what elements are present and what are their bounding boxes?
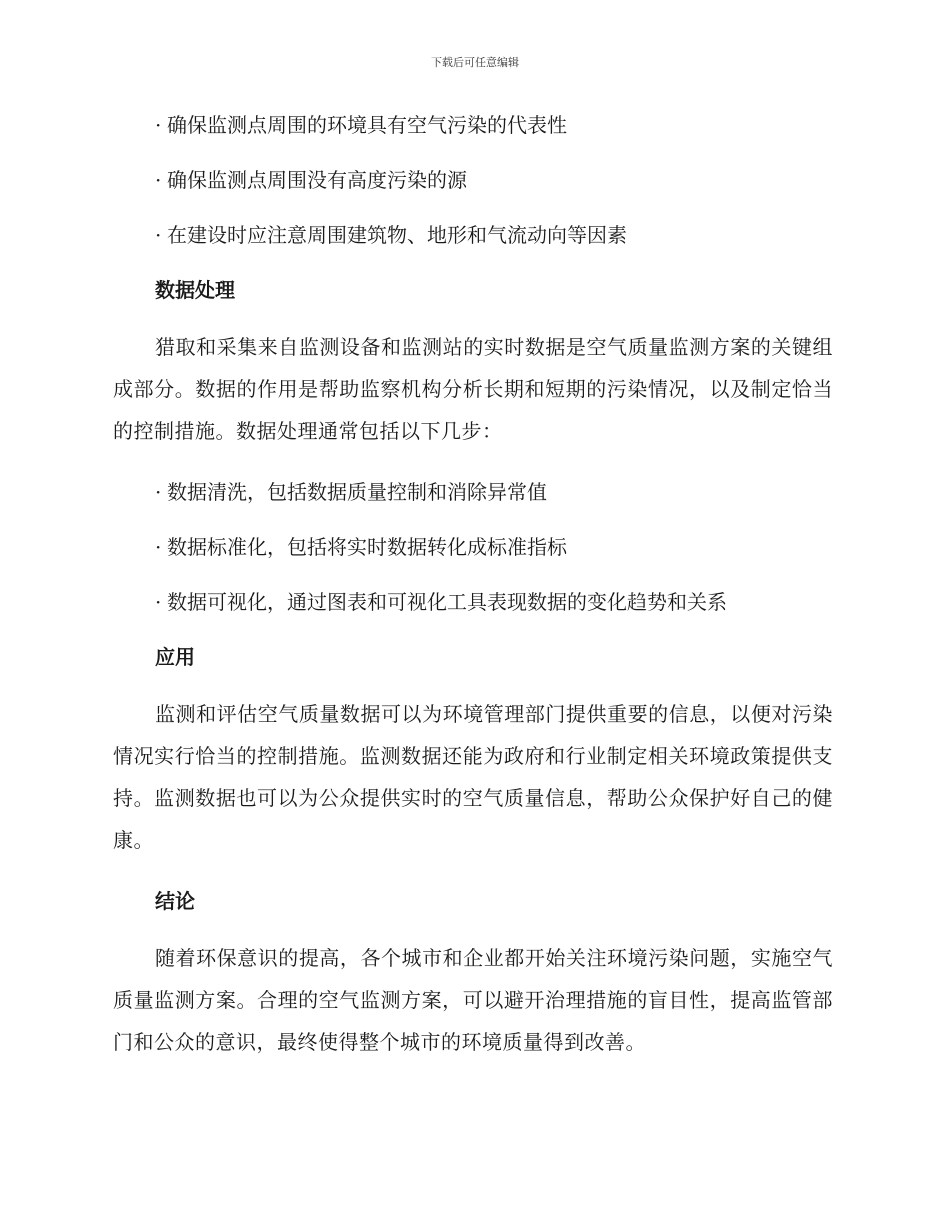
section-heading-conclusion: 结论	[155, 889, 195, 913]
bullet-dot: ·	[155, 535, 162, 559]
paragraph-conclusion: 随着环保意识的提高，各个城市和企业都开始关注环境污染问题，实施空气质量监测方案。合理的空气监测方案，可以避开治理措施的盲目性，提高监管部门和公众的意识，最终使得整个城市的环境质量得到改善。	[113, 946, 833, 1054]
list-item-text: 数据清洗，包括数据质量控制和消除异常值	[167, 480, 547, 504]
bullet-dot: ·	[155, 590, 162, 614]
list-item	[113, 110, 833, 140]
list-item-text: 确保监测点周围没有高度污染的源	[167, 168, 467, 192]
list-item	[113, 477, 833, 507]
list-item-text: 数据可视化，通过图表和可视化工具表现数据的变化趋势和关系	[167, 590, 727, 614]
list-item-text: 在建设时应注意周围建筑物、地形和气流动向等因素	[167, 223, 627, 247]
page-header: 下载后可任意编辑	[431, 56, 519, 69]
section-heading-application: 应用	[155, 645, 195, 669]
bullet-dot: ·	[155, 223, 162, 247]
list-item-text: 确保监测点周围的环境具有空气污染的代表性	[167, 113, 567, 137]
document-body	[113, 110, 833, 1088]
list-item	[113, 587, 833, 617]
list-item-text: 数据标准化，包括将实时数据转化成标准指标	[167, 535, 567, 559]
list-item	[113, 165, 833, 195]
paragraph-application: 监测和评估空气质量数据可以为环境管理部门提供重要的信息，以便对污染情况实行恰当的控制措施。监测数据还能为政府和行业制定相关环境政策提供支持。监测数据也可以为公众提供实时的空气质量信息，帮助公众保护好自己的健康。	[113, 702, 833, 852]
list-item	[113, 220, 833, 250]
section-heading-data-processing: 数据处理	[155, 278, 235, 302]
bullet-dot: ·	[155, 168, 162, 192]
bullet-dot: ·	[155, 480, 162, 504]
list-item	[113, 532, 833, 562]
paragraph-data-processing: 猎取和采集来自监测设备和监测站的实时数据是空气质量监测方案的关键组成部分。数据的作用是帮助监察机构分析长期和短期的污染情况，以及制定恰当的控制措施。数据处理通常包括以下几步：	[113, 335, 833, 443]
bullet-dot: ·	[155, 113, 162, 137]
